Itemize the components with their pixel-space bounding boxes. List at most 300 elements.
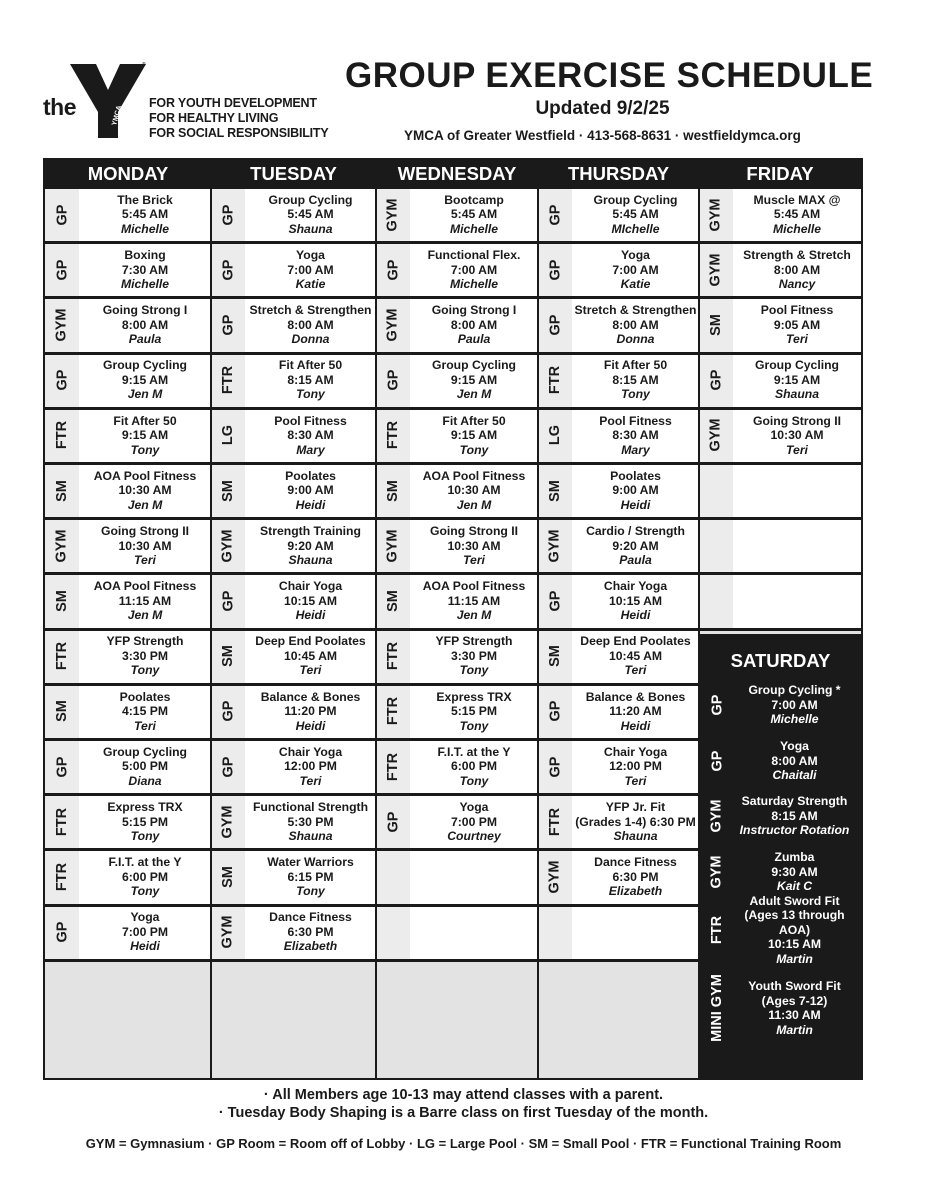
instructor-name: Jen M — [456, 497, 492, 512]
row-divider — [45, 352, 861, 355]
schedule-grid — [43, 158, 863, 1080]
class-cell — [45, 243, 211, 296]
room-code-label: SM — [220, 479, 236, 502]
class-cell — [376, 298, 538, 351]
class-name: Pool Fitness — [599, 413, 672, 428]
instructor-name: Heidi — [620, 608, 651, 623]
day-header-monday: MONDAY — [45, 160, 211, 188]
class-time: 8:30 AM — [287, 428, 334, 443]
class-cell — [211, 298, 376, 351]
notes — [0, 1086, 927, 1122]
row-divider — [45, 628, 861, 631]
note-line: · Tuesday Body Shaping is a Barre class on first Tuesday of the month. — [218, 1105, 709, 1121]
instructor-name: Tony — [621, 387, 650, 402]
room-code-label: GP — [219, 590, 236, 612]
room-code-label: FTR — [547, 807, 563, 836]
instructor-name: Donna — [616, 332, 655, 347]
room-code-label: SM — [547, 645, 563, 668]
instructor-name: Tony — [459, 718, 489, 733]
class-info — [79, 685, 211, 738]
class-cell — [538, 298, 699, 351]
class-info — [245, 188, 376, 241]
room-code — [376, 464, 410, 517]
mission-line: FOR SOCIAL RESPONSIBILITY — [149, 126, 329, 140]
room-code-label: FTR — [54, 862, 70, 892]
class-info — [79, 464, 211, 517]
class-name: Pool Fitness — [274, 413, 347, 428]
room-code-label: GP — [219, 259, 236, 281]
room-code-label: FTR — [54, 807, 70, 836]
room-code-label: GP — [53, 259, 70, 281]
class-name: Stretch & Strengthen — [574, 303, 697, 318]
room-code — [376, 740, 410, 793]
room-code-label: GYM — [547, 529, 563, 563]
room-code — [376, 519, 410, 572]
class-info — [572, 243, 699, 296]
ymca-y-mark-icon — [68, 60, 148, 140]
room-code — [538, 850, 572, 903]
class-name: AOA Pool Fitness — [93, 468, 197, 483]
class-name: YFP Strength — [106, 634, 184, 649]
class-cell — [699, 464, 861, 517]
class-info — [245, 409, 376, 462]
room-code — [376, 630, 410, 683]
class-name: Going Strong II — [429, 524, 518, 539]
instructor-name: Tony — [296, 387, 325, 402]
instructor-name: Teri — [786, 442, 808, 457]
class-cell — [211, 243, 376, 296]
room-code — [700, 898, 734, 962]
room-code — [699, 574, 733, 627]
class-cell — [211, 519, 376, 572]
room-code-label: FTR — [385, 421, 401, 450]
room-code — [538, 685, 572, 738]
instructor-name: Teri — [299, 773, 322, 788]
class-cell — [376, 354, 538, 407]
class-cell — [211, 795, 376, 848]
room-legend: GYM = Gymnasium · GP Room = Room off of Lobby · LG = Large Pool · SM = Small Pool · FTR = Functional Training Room — [85, 1136, 842, 1151]
room-code — [211, 354, 245, 407]
class-time: 7:00 AM — [287, 262, 334, 277]
column-divider — [210, 160, 212, 1078]
room-code — [211, 409, 245, 462]
room-code-label: GYM — [385, 198, 401, 232]
class-time: 8:00 AM — [773, 262, 821, 277]
class-time: 8:30 AM — [612, 428, 659, 443]
class-cell — [45, 354, 211, 407]
class-info — [245, 298, 376, 351]
class-cell — [211, 850, 376, 903]
class-cell — [376, 188, 538, 241]
room-code-label: SM — [54, 700, 70, 723]
class-cell — [376, 740, 538, 793]
class-info — [245, 850, 376, 903]
class-name: (Ages 13 through AOA) — [744, 908, 845, 937]
row-divider — [45, 296, 861, 299]
class-name: Strength & Stretch — [743, 248, 851, 263]
class-info — [733, 354, 861, 407]
class-cell — [45, 630, 211, 683]
instructor-name: Teri — [463, 553, 485, 568]
class-time: 12:00 PM — [284, 759, 337, 774]
room-code — [45, 519, 79, 572]
class-name: Zumba — [774, 850, 815, 865]
class-cell — [45, 740, 211, 793]
instructor-name: Shauna — [288, 221, 333, 236]
saturday-panel — [700, 634, 861, 1078]
room-code — [699, 243, 733, 296]
class-time: 3:30 PM — [450, 648, 498, 663]
class-time: 10:15 AM — [608, 593, 663, 608]
instructor-name: Teri — [786, 332, 808, 347]
class-cell — [45, 298, 211, 351]
class-cell — [211, 740, 376, 793]
room-code-label: GYM — [709, 799, 725, 833]
class-time: 5:45 AM — [450, 207, 498, 222]
class-info — [79, 850, 211, 903]
class-time: 6:00 PM — [450, 759, 498, 774]
class-cell — [45, 685, 211, 738]
class-cell — [538, 630, 699, 683]
instructor-name: Paula — [619, 553, 652, 568]
room-code — [211, 795, 245, 848]
class-time: 8:00 AM — [287, 317, 334, 332]
class-cell — [376, 409, 538, 462]
class-time: 9:15 AM — [450, 428, 498, 443]
room-code-label: MINI GYM — [709, 974, 726, 1042]
svg-text:®: ® — [142, 62, 146, 68]
room-code-label: GYM — [709, 855, 725, 889]
room-code-label: FTR — [220, 366, 236, 395]
class-info — [245, 354, 376, 407]
instructor-name: Elizabeth — [283, 939, 338, 954]
class-info — [410, 354, 538, 407]
class-name: Functional Flex. — [427, 248, 521, 263]
room-code-label: LG — [219, 425, 236, 446]
class-name: F.I.T. at the Y — [108, 855, 182, 870]
room-code-label: FTR — [54, 642, 70, 671]
class-cell — [376, 685, 538, 738]
class-time: 6:30 PM — [612, 869, 659, 884]
instructor-name: Instructor Rotation — [739, 823, 850, 838]
class-cell — [538, 740, 699, 793]
row-divider — [45, 186, 861, 189]
instructor-name: Michelle — [449, 277, 499, 292]
class-time: 5:45 AM — [773, 207, 821, 222]
instructor-name: Courtney — [447, 829, 501, 844]
class-info — [79, 740, 211, 793]
class-time: 7:00 PM — [121, 924, 169, 939]
class-info — [79, 188, 211, 241]
class-time: 8:00 AM — [450, 317, 498, 332]
room-code-label: GP — [546, 259, 563, 281]
room-code-label: GP — [219, 756, 236, 778]
class-info — [410, 298, 538, 351]
class-name: Balance & Bones — [260, 689, 361, 704]
room-code-label: SM — [54, 479, 70, 502]
class-name: The Brick — [117, 192, 173, 207]
class-time: 9:00 AM — [612, 483, 659, 498]
class-cell — [211, 409, 376, 462]
room-code — [45, 795, 79, 848]
class-cell — [376, 795, 538, 848]
saturday-class — [700, 972, 861, 1044]
room-code-label: SM — [220, 645, 236, 668]
class-time: 10:15 AM — [767, 937, 822, 952]
class-time: 10:30 AM — [118, 483, 172, 498]
room-code — [45, 630, 79, 683]
class-info — [730, 893, 859, 966]
mission-line: FOR YOUTH DEVELOPMENT — [149, 96, 317, 110]
class-time: 5:45 AM — [121, 207, 169, 222]
day-header-tuesday: TUESDAY — [211, 160, 376, 188]
instructor-name: Tony — [459, 773, 489, 788]
class-time: 3:30 PM — [121, 648, 169, 663]
room-code-label: SM — [385, 479, 401, 502]
class-info — [245, 685, 376, 738]
class-info — [245, 906, 376, 959]
room-code-label: GYM — [385, 529, 401, 563]
room-code-label: SM — [54, 590, 70, 612]
room-code — [538, 906, 572, 959]
saturday-class — [700, 789, 861, 843]
class-info — [410, 188, 538, 241]
room-code — [699, 354, 733, 407]
class-info — [79, 630, 211, 683]
class-cell — [45, 795, 211, 848]
saturday-class — [700, 678, 861, 732]
room-code-label: GP — [219, 314, 236, 336]
class-info — [572, 464, 699, 517]
class-name: Going Strong I — [102, 303, 188, 318]
room-code — [538, 409, 572, 462]
class-info — [572, 188, 699, 241]
class-cell — [699, 409, 861, 462]
instructor-name: Jen M — [127, 608, 163, 623]
updated-date: Updated 9/2/25 — [535, 98, 670, 119]
class-name: Chair Yoga — [603, 579, 668, 594]
instructor-name: Heidi — [295, 608, 326, 623]
room-code — [699, 298, 733, 351]
class-cell — [45, 464, 211, 517]
room-code-label: GP — [384, 811, 401, 833]
room-code — [376, 685, 410, 738]
class-cell — [538, 464, 699, 517]
class-name: Cardio / Strength — [586, 524, 685, 539]
class-info — [410, 519, 538, 572]
class-time: 7:00 AM — [612, 262, 659, 277]
room-code-label: GP — [384, 259, 401, 281]
instructor-name: Jen M — [127, 387, 163, 402]
class-name: Deep End Poolates — [580, 634, 691, 649]
class-info — [245, 630, 376, 683]
class-time: 9:15 AM — [121, 372, 169, 387]
column-divider — [375, 160, 377, 1078]
class-name: F.I.T. at the Y — [437, 744, 511, 759]
class-info — [572, 795, 699, 848]
room-code — [699, 409, 733, 462]
room-code — [45, 906, 79, 959]
class-info — [245, 795, 376, 848]
instructor-name: Teri — [134, 718, 156, 733]
class-cell — [699, 574, 861, 627]
class-name: Yoga — [130, 910, 160, 925]
room-code-label: GYM — [708, 418, 724, 452]
class-cell — [45, 188, 211, 241]
room-code-label: FTR — [385, 642, 401, 671]
instructor-name: Paula — [128, 332, 162, 347]
room-code — [700, 972, 734, 1044]
class-name: Adult Sword Fit — [749, 893, 840, 908]
saturday-class — [700, 893, 861, 966]
room-code-label: GP — [384, 369, 401, 391]
class-info — [245, 243, 376, 296]
room-code-label: GP — [546, 700, 563, 722]
class-name: YFP Strength — [435, 634, 513, 649]
class-info — [410, 574, 538, 627]
class-info — [79, 906, 211, 959]
class-info — [79, 409, 211, 462]
instructor-name: Tony — [296, 884, 325, 899]
class-info — [245, 740, 376, 793]
room-code — [211, 906, 245, 959]
class-name: Fit After 50 — [113, 413, 177, 428]
room-code-label: GP — [546, 204, 563, 226]
class-time: 9:05 AM — [773, 317, 821, 332]
class-info — [245, 574, 376, 627]
room-code-label: GYM — [708, 253, 724, 287]
class-time: 7:00 AM — [450, 262, 498, 277]
instructor-name: Teri — [134, 553, 156, 568]
class-info — [572, 519, 699, 572]
row-divider — [45, 407, 861, 410]
class-name: AOA Pool Fitness — [93, 579, 197, 594]
instructor-name: Jen M — [127, 497, 163, 512]
row-divider — [45, 241, 861, 244]
saturday-class — [700, 845, 861, 899]
instructor-name: Jen M — [456, 387, 492, 402]
class-name: Dance Fitness — [269, 910, 352, 925]
class-time: 9:20 AM — [612, 538, 659, 553]
room-code-label: GP — [53, 756, 70, 778]
room-code — [538, 740, 572, 793]
class-name: Chair Yoga — [278, 579, 343, 594]
instructor-name: Teri — [624, 663, 647, 678]
class-time: 5:30 PM — [287, 814, 334, 829]
class-time: 9:20 AM — [287, 538, 334, 553]
class-cell — [538, 354, 699, 407]
class-name: Boxing — [124, 248, 166, 263]
class-cell — [45, 519, 211, 572]
class-name: Group Cycling — [103, 358, 187, 373]
room-code-label: GP — [708, 694, 725, 716]
class-info — [410, 464, 538, 517]
class-cell — [699, 519, 861, 572]
instructor-name: Paula — [457, 332, 491, 347]
room-code-label: LG — [546, 425, 563, 446]
class-info — [733, 298, 861, 351]
instructor-name: Shauna — [288, 553, 333, 568]
instructor-name: Tony — [459, 442, 489, 457]
class-name: Group Cycling * — [748, 683, 841, 698]
room-code — [211, 574, 245, 627]
class-cell — [538, 519, 699, 572]
class-cell — [376, 519, 538, 572]
class-cell — [376, 850, 538, 903]
room-code — [211, 243, 245, 296]
class-info — [410, 630, 538, 683]
instructor-name: Michelle — [772, 221, 822, 236]
class-time: 10:30 AM — [447, 483, 501, 498]
instructor-name: Michelle — [120, 277, 170, 292]
class-cell — [538, 795, 699, 848]
room-code — [538, 574, 572, 627]
class-cell — [376, 243, 538, 296]
instructor-name: Diana — [128, 773, 162, 788]
class-cell — [538, 243, 699, 296]
room-code — [376, 906, 410, 959]
class-info — [572, 354, 699, 407]
room-code — [211, 519, 245, 572]
class-time: 5:15 PM — [450, 704, 498, 719]
class-time: 10:30 AM — [118, 538, 172, 553]
row-divider — [45, 462, 861, 465]
class-cell — [211, 906, 376, 959]
class-name: Group Cycling — [103, 744, 187, 759]
room-code-label: SM — [385, 590, 401, 612]
class-info — [79, 298, 211, 351]
instructor-name: Jen M — [456, 608, 492, 623]
class-name: Fit After 50 — [603, 358, 668, 373]
room-code — [211, 464, 245, 517]
class-cell — [538, 685, 699, 738]
room-code — [211, 188, 245, 241]
class-info — [410, 740, 538, 793]
class-name: AOA Pool Fitness — [422, 579, 526, 594]
class-cell — [45, 574, 211, 627]
class-cell — [211, 188, 376, 241]
class-time: 7:00 PM — [450, 814, 498, 829]
room-code — [699, 464, 733, 517]
class-cell — [538, 574, 699, 627]
class-info — [730, 972, 859, 1044]
class-name: AOA Pool Fitness — [422, 468, 526, 483]
day-header-thursday: THURSDAY — [538, 160, 699, 188]
class-time: 9:30 AM — [771, 864, 818, 879]
class-cell — [211, 464, 376, 517]
class-info — [572, 630, 699, 683]
class-name: Fit After 50 — [278, 358, 343, 373]
class-name: Express TRX — [436, 689, 512, 704]
room-code — [699, 519, 733, 572]
class-cell — [699, 243, 861, 296]
room-code — [700, 678, 734, 732]
class-cell — [211, 354, 376, 407]
class-name: Muscle MAX @ — [753, 192, 841, 207]
room-code — [45, 298, 79, 351]
class-name: Dance Fitness — [594, 855, 677, 870]
instructor-name: Shauna — [774, 387, 820, 402]
class-name: Poolates — [119, 689, 171, 704]
room-code-label: GP — [546, 756, 563, 778]
room-code — [700, 845, 734, 899]
class-cell — [376, 574, 538, 627]
room-code — [376, 795, 410, 848]
class-info — [79, 519, 211, 572]
room-code-label: GP — [546, 590, 563, 612]
room-code — [45, 188, 79, 241]
class-time: 10:45 AM — [283, 648, 338, 663]
